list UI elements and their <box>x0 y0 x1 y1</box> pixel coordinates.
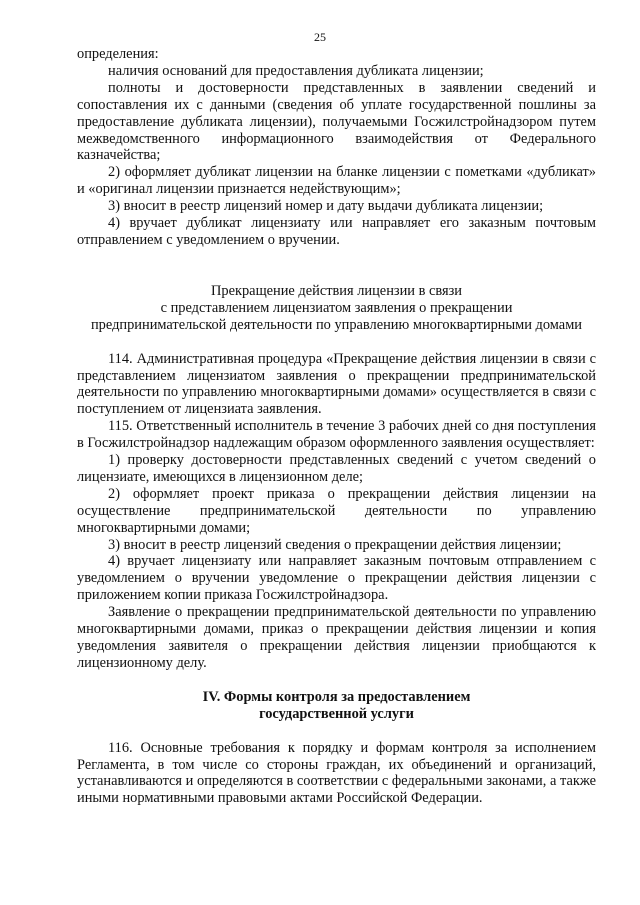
paragraph: Заявление о прекращении предпринимательской деятельности по управлению многоквартирными домами, приказ о прекращении действия лицензии и копия уведомления заявителя о прекращении действия лицензии приобщаются к лицензионному делу. <box>77 604 596 671</box>
section-heading-line: предпринимательской деятельности по управлению многоквартирными домами <box>90 316 582 333</box>
document-body <box>77 46 596 807</box>
paragraph: 3) вносит в реестр лицензий сведения о прекращении действия лицензии; <box>108 536 562 553</box>
paragraph: 114. Административная процедура «Прекращение действия лицензии в связи с представлением лицензиатом заявления о прекращении предпринимательской деятельности по управлению многоквартирными домами» осуществляется в связи с поступлением от лицензиата заявления. <box>77 350 596 418</box>
paragraph: 116. Основные требования к порядку и формам контроля за исполнением Регламента, в том числе со стороны граждан, их объединений и организаций, устанавливаются и определяются в соответствии с федеральными законами, а также иными нормативными правовыми актами Российской Федерации. <box>77 739 596 807</box>
paragraph: полноты и достоверности представленных в заявлении сведений и сопоставления их с данными (сведения об уплате государственной пошлины за предоставление дубликата лицензии), получаемыми Госжилстройнадзором путем межведомственного информационного взаимодействия от Федерального казначейства; <box>77 79 596 164</box>
chapter-heading-line: государственной услуги <box>259 705 414 722</box>
paragraph: 1) проверку достоверности представленных сведений с учетом сведений о лицензиате, имеющихся в лицензионном деле; <box>77 452 596 485</box>
paragraph: наличия оснований для предоставления дубликата лицензии; <box>108 62 484 79</box>
paragraph: 2) оформляет дубликат лицензии на бланке лицензии с пометками «дубликат» и «оригинал лицензии признается недействующим»; <box>77 164 596 198</box>
paragraph: 2) оформляет проект приказа о прекращении действия лицензии на осуществление предпринимательской деятельности по управлению многоквартирными домами; <box>77 485 596 536</box>
paragraph: 4) вручает дубликат лицензиату или направляет его заказным почтовым отправлением с уведомлением о вручении. <box>77 215 596 248</box>
section-heading-line: Прекращение действия лицензии в связи <box>211 282 462 299</box>
chapter-heading-line: IV. Формы контроля за предоставлением <box>202 688 471 705</box>
paragraph: 4) вручает лицензиату или направляет заказным почтовым отправлением с уведомлением о вручении уведомление о прекращении действия лицензии с приложением копии приказа Госжилстройнадзора. <box>77 553 596 604</box>
paragraph: определения: <box>77 46 159 62</box>
paragraph: 115. Ответственный исполнитель в течение 3 рабочих дней со дня поступления в Госжилстройнадзор надлежащим образом оформленного заявления осуществляет: <box>77 418 596 452</box>
section-heading-line: с представлением лицензиатом заявления о прекращении <box>160 299 513 316</box>
page-number: 25 <box>314 30 326 44</box>
paragraph: 3) вносит в реестр лицензий номер и дату выдачи дубликата лицензии; <box>108 198 544 215</box>
